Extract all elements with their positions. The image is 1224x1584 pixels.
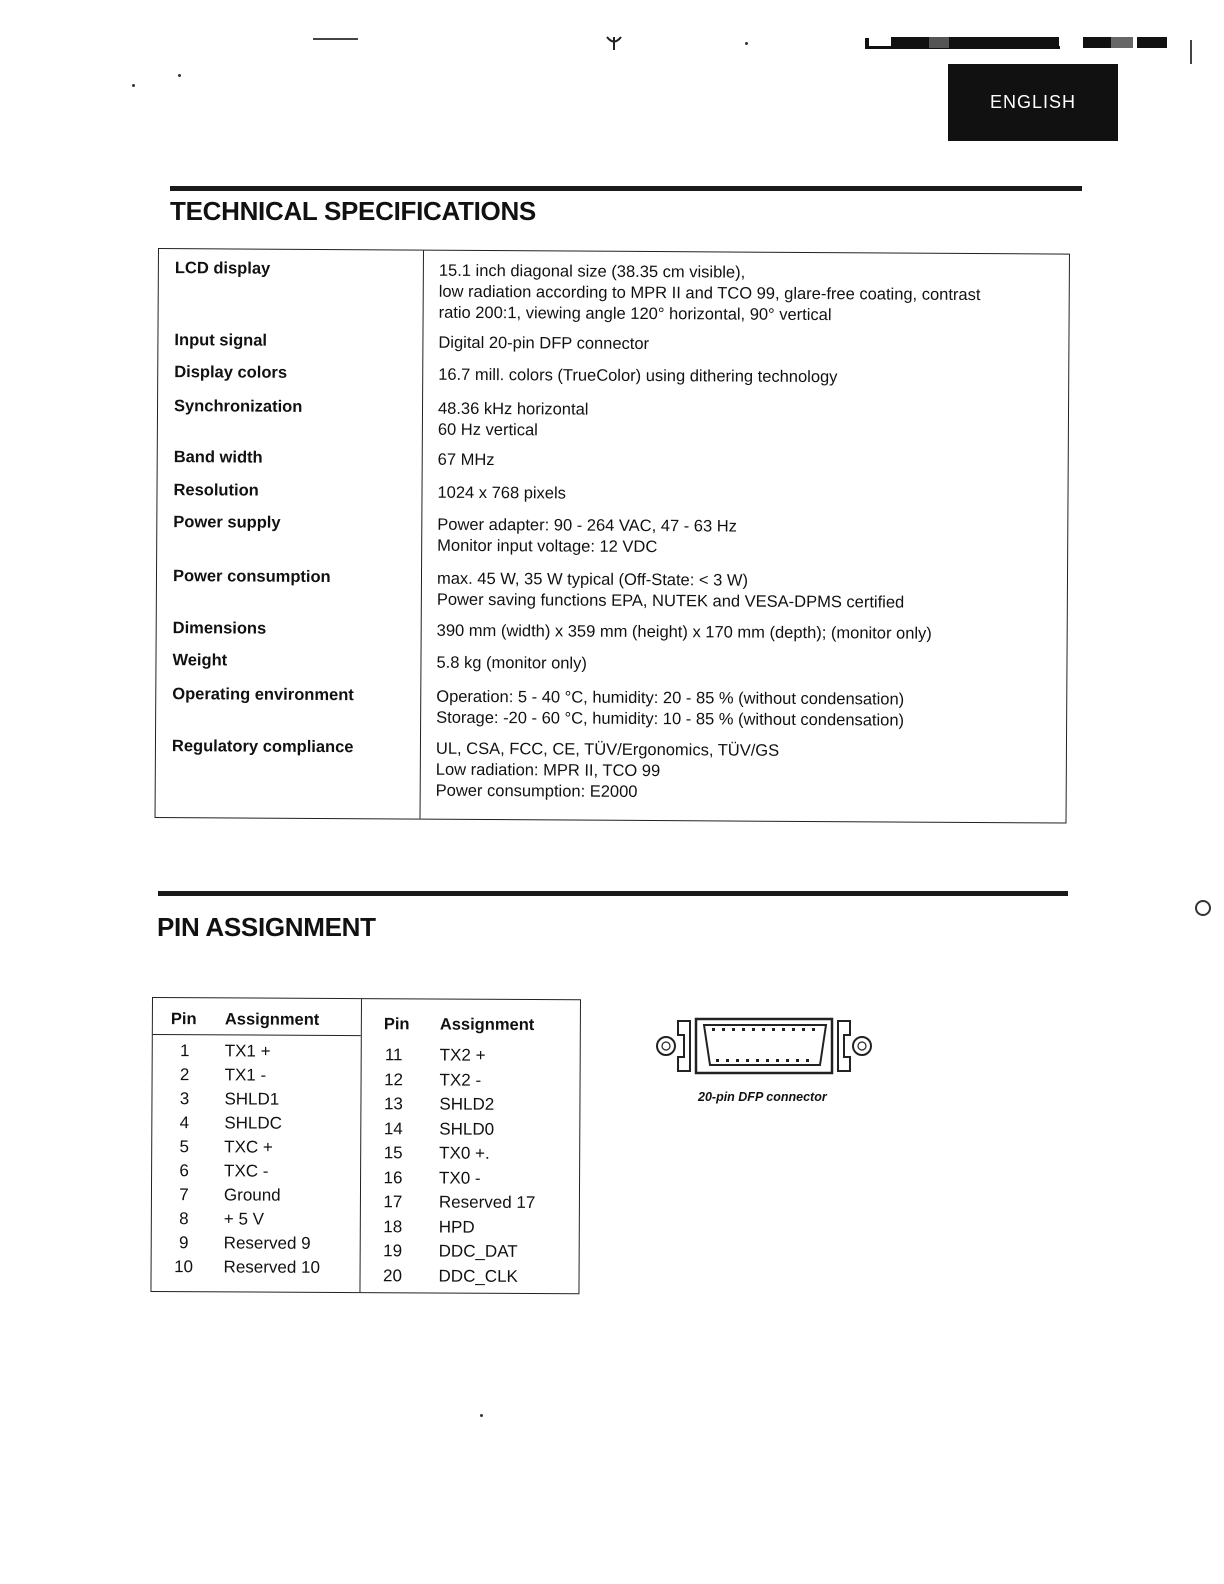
spec-row [158,397,1068,440]
pin-assignment: TX1 - [224,1065,267,1085]
pin-assignment: Ground [223,1185,281,1205]
spec-label: Resolution [173,481,259,500]
pin-assignment: SHLD0 [439,1119,495,1139]
spec-row [158,448,1068,470]
pin-number: 12 [384,1069,404,1089]
spec-value-line: ratio 200:1, viewing angle 120° horizontal, 90° vertical [438,303,832,325]
scan-speck [1195,900,1211,916]
pin-table [150,997,581,1294]
table-divider [420,251,424,819]
spec-value [437,515,1057,561]
pin-header: Pin [170,1010,197,1029]
pin-number: 7 [179,1185,189,1205]
spec-row [158,363,1068,387]
pin-assignment-title: PIN ASSIGNMENT [157,912,376,942]
pin-assignment: DDC_CLK [438,1266,518,1286]
spec-value [437,483,1057,508]
tech-specs-title: TECHNICAL SPECIFICATIONS [170,196,536,226]
assignment-header: Assignment [224,1010,320,1029]
pin-assignment: TX2 - [439,1070,482,1090]
pin-number: 20 [383,1265,403,1285]
spec-label: Operating environment [172,685,354,705]
spec-value-line: Low radiation: MPR II, TCO 99 [435,760,661,781]
spec-label: Power consumption [172,567,331,587]
spec-value-line: Power saving functions EPA, NUTEK and VESA-DPMS certified [436,590,905,612]
spec-value-line: 15.1 inch diagonal size (38.35 cm visible), [438,261,746,282]
spec-label: Synchronization [173,397,303,416]
spec-row [158,481,1068,503]
spec-row [157,513,1067,557]
pin-number: 5 [179,1137,190,1157]
pin-number: 15 [383,1143,403,1163]
spec-value-line: Digital 20-pin DFP connector [438,333,650,354]
spec-value-line: 5.8 kg (monitor only) [436,653,587,673]
pin-assignment: Reserved 17 [438,1192,536,1213]
pin-column-left [153,998,361,1277]
scan-speck [178,74,181,77]
pin-number: 14 [383,1118,403,1138]
spec-value-line: UL, CSA, FCC, CE, TÜV/Ergonomics, TÜV/GS [435,739,780,760]
spec-label: LCD display [174,259,271,278]
pin-column-right [362,999,580,1286]
spec-value [438,333,1058,358]
spec-value-line: 48.36 kHz horizontal [437,399,589,419]
spec-label: Input signal [174,331,268,350]
spec-row [156,685,1066,730]
pin-number: 11 [384,1045,403,1065]
section-rule [170,186,1082,191]
spec-label: Weight [172,651,228,670]
pin-number: 2 [179,1065,190,1085]
spec-value-line: 60 Hz vertical [437,420,538,440]
scan-speck [132,84,135,87]
spec-value [438,365,1058,390]
pin-number: 18 [383,1216,403,1236]
spec-row [158,331,1068,354]
spec-row [156,737,1066,801]
pin-assignment: TX2 + [439,1045,486,1065]
header-rule [153,1034,361,1036]
spec-value [439,261,1059,328]
spec-label: Power supply [173,513,281,532]
pin-assignment: DDC_DAT [438,1241,518,1261]
pin-number: 9 [178,1233,189,1253]
spec-row [157,619,1067,643]
assignment-header: Assignment [439,1015,535,1035]
spec-row [159,259,1069,325]
connector-caption: 20-pin DFP connector [698,1090,827,1104]
spec-value-line: 16.7 mill. colors (TrueColor) using dithering technology [438,365,838,387]
spec-label: Dimensions [172,619,267,638]
spec-row [157,651,1067,673]
pin-assignment: Reserved 9 [223,1233,311,1253]
spec-value-line: max. 45 W, 35 W typical (Off-State: < 3 W) [436,569,749,590]
pin-assignment: SHLDC [224,1113,283,1133]
spec-value [438,450,1058,475]
scan-speck [745,42,748,45]
pin-number: 3 [179,1089,190,1109]
pin-assignment: SHLD2 [439,1094,495,1114]
spec-value [436,653,1056,678]
table-divider [359,999,362,1292]
pin-assignment: Reserved 10 [223,1257,321,1277]
spec-value [437,621,1057,646]
spec-value-line: Power adapter: 90 - 264 VAC, 47 - 63 Hz [437,515,737,536]
pin-assignment: TX0 +. [439,1143,490,1163]
spec-value [436,687,1056,733]
spec-value [436,739,1056,806]
pin-assignment: TXC - [224,1161,269,1181]
spec-label: Display colors [174,363,288,382]
pin-assignment: TXC + [224,1137,273,1157]
registration-marks [865,36,1167,50]
language-tab: ENGLISH [948,64,1118,141]
spec-value-line: Storage: -20 - 60 °C, humidity: 10 - 85 % (without condensation) [436,708,905,730]
spec-label: Regulatory compliance [171,737,354,757]
pin-number: 13 [383,1094,403,1114]
spec-value-line: Power consumption: E2000 [435,781,638,801]
pin-assignment: TX1 + [224,1041,271,1061]
spec-value-line: 67 MHz [437,450,495,470]
dfp-connector-icon [652,1017,876,1075]
pin-number: 1 [179,1041,190,1061]
spec-table [155,248,1070,824]
crop-line [313,38,358,40]
pin-number: 8 [179,1209,189,1229]
pin-header: Pin [383,1015,410,1034]
spec-value-line: Monitor input voltage: 12 VDC [437,536,658,557]
scan-speck [480,1414,483,1417]
spec-row [157,567,1067,612]
pin-assignment: SHLD1 [224,1089,280,1109]
pin-number: 10 [174,1257,194,1277]
spec-value [438,399,1058,445]
section-rule [158,891,1068,896]
spec-value-line: 390 mm (width) x 359 mm (height) x 170 mm (depth); (monitor only) [436,621,932,643]
spec-value [437,569,1057,615]
pin-number: 19 [383,1241,403,1261]
pin-assignment: + 5 V [223,1209,265,1229]
crop-line [1190,40,1192,64]
pin-number: 17 [383,1192,403,1212]
pin-number: 4 [179,1113,190,1133]
pin-number: 6 [179,1161,189,1181]
spec-value-line: Operation: 5 - 40 °C, humidity: 20 - 85 % (without condensation) [436,687,905,709]
pin-assignment: TX0 - [439,1168,481,1188]
crop-mark-icon [604,34,624,52]
pin-assignment: HPD [438,1217,475,1237]
spec-value-line: low radiation according to MPR II and TCO 99, glare-free coating, contrast [438,282,981,305]
pin-number: 16 [383,1167,403,1187]
spec-value-line: 1024 x 768 pixels [437,483,567,503]
spec-label: Band width [173,448,263,467]
